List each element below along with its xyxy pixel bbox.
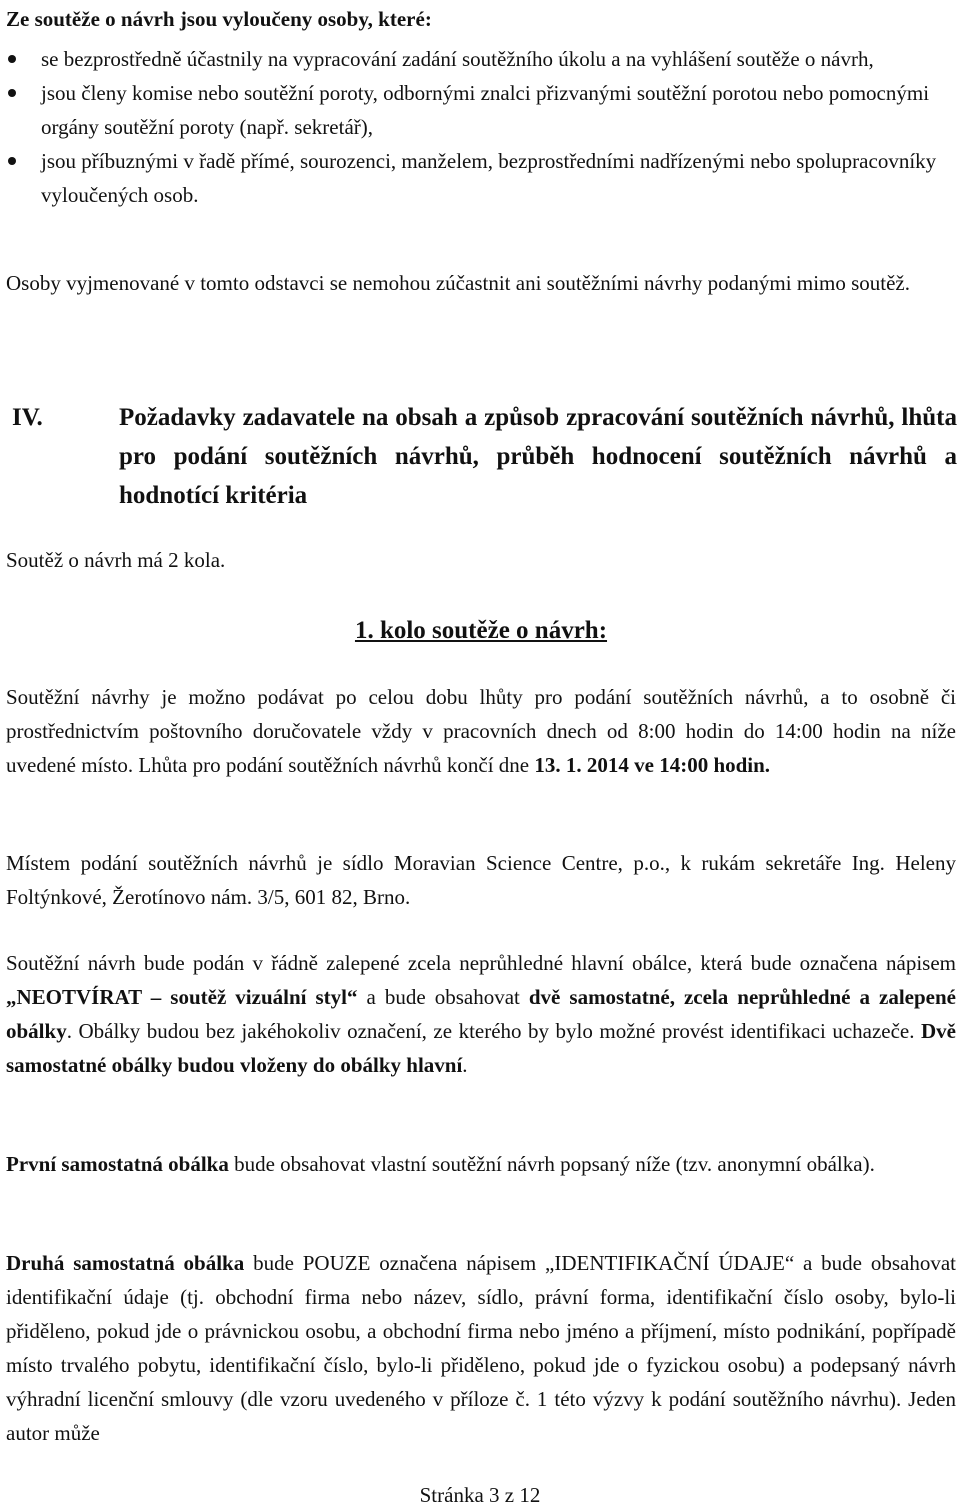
list-item-text: jsou příbuznými v řadě přímé, sourozenci, manželem, bezprostředními nadřízenými nebo spolupracovníky vyloučených osob. bbox=[41, 149, 937, 207]
bold-text: Dvě samostatné obálky budou vloženy do obálky hlavní bbox=[6, 1019, 956, 1077]
round1-heading-text: 1. kolo soutěže o návrh: bbox=[354, 617, 608, 644]
section-number: IV. bbox=[12, 404, 43, 431]
paragraph-text: Soutěžní návrh bude podán v řádně zalepené zcela neprůhledné hlavní obálce, která bude označena nápisem bbox=[6, 951, 956, 975]
round1-paragraph-1 bbox=[6, 680, 956, 782]
round1-paragraph-3 bbox=[6, 946, 956, 1082]
paragraph-text: Soutěžní návrhy je možno podávat po celou dobu lhůty pro podání soutěžních návrhů, a to osobně či prostřednictvím poštovního doručovatele vždy v pracovních dnech od 8:00 hodin do 14:00 hodin na níže uvedené místo. Lhůta pro podání soutěžních návrhů končí dne bbox=[6, 685, 956, 777]
rounds-text: Soutěž o návrh má 2 kola. bbox=[6, 548, 226, 572]
excluded-list bbox=[6, 42, 956, 212]
round1-paragraph-2: Místem podání soutěžních návrhů je sídlo Moravian Science Centre, p.o., k rukám sekretáře Ing. Heleny Foltýnkové, Žerotínovo nám. 3/5, 601 82, Brno. bbox=[6, 851, 956, 909]
bullet-icon bbox=[8, 157, 16, 165]
envelope-label: „NEOTVÍRAT – soutěž vizuální styl“ bbox=[6, 985, 358, 1009]
excluded-heading: Ze soutěže o návrh jsou vyloučeny osoby, které: bbox=[6, 7, 432, 31]
bold-text: První samostatná obálka bbox=[6, 1152, 229, 1176]
list-item bbox=[6, 144, 956, 212]
round1-paragraph-5 bbox=[6, 1246, 956, 1450]
bullet-icon bbox=[8, 89, 16, 97]
deadline: 13. 1. 2014 ve 14:00 hodin. bbox=[534, 753, 771, 777]
round1-paragraph-4 bbox=[6, 1147, 956, 1181]
list-item bbox=[6, 42, 956, 76]
paragraph-text: a bude obsahovat bbox=[357, 985, 529, 1009]
excluded-note: Osoby vyjmenované v tomto odstavci se nemohou zúčastnit ani soutěžními návrhy podanými mimo soutěž. bbox=[6, 271, 911, 295]
paragraph-text: . Obálky budou bez jakéhokoliv označení, ze kterého by bylo možné provést identifikaci uchazeče. bbox=[66, 1019, 921, 1043]
list-item bbox=[6, 76, 956, 144]
list-item-text: se bezprostředně účastnily na vypracování zadání soutěžního úkolu a na vyhlášení soutěže o návrh, bbox=[41, 47, 874, 71]
page-number: Stránka 3 z 12 bbox=[419, 1483, 541, 1507]
bold-text: dvě samostatné, zcela neprůhledné a zalepené obálky bbox=[6, 985, 957, 1043]
round1-heading bbox=[6, 614, 956, 648]
section-title: Požadavky zadavatele na obsah a způsob zpracování soutěžních návrhů, lhůta pro podání soutěžních návrhů, průběh hodnocení soutěžních návrhů a hodnotící kritéria bbox=[119, 404, 957, 509]
paragraph-text: . bbox=[462, 1053, 468, 1077]
bold-text: Druhá samostatná obálka bbox=[6, 1251, 245, 1275]
paragraph-text: bude POUZE označena nápisem „IDENTIFIKAČNÍ ÚDAJE“ a bude obsahovat identifikační údaje (tj. obchodní firma nebo název, sídlo, právní forma, identifikační číslo osoby, bylo-li přiděleno, pokud jde o právnickou osobu, a obchodní firma nebo jméno a příjmení, místo podnikání, popřípadě místo trvalého pobytu, identifikační číslo, bylo-li přiděleno, pokud jde o fyzickou osobu) a podepsaný návrh výhradní licenční smlouvy (dle vzoru uvedeného v příloze č. 1 této výzvy k podání soutěžního návrhu). Jeden autor může bbox=[6, 1251, 956, 1445]
paragraph-text: bude obsahovat vlastní soutěžní návrh popsaný níže (tzv. anonymní obálka). bbox=[228, 1152, 875, 1176]
list-item-text: jsou členy komise nebo soutěžní poroty, odbornými znalci přizvanými soutěžní porotou nebo pomocnými orgány soutěžní poroty (např. sekretář), bbox=[41, 81, 930, 139]
bullet-icon bbox=[8, 55, 16, 63]
